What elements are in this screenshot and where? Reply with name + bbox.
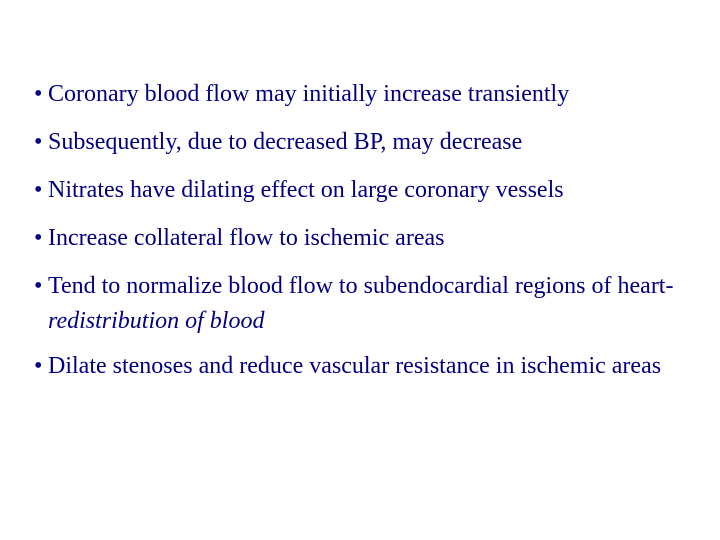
bullet-icon: • — [34, 177, 43, 203]
bullet-emphasis-text: redistribution of blood — [48, 308, 265, 334]
bullet-list — [34, 77, 704, 394]
bullet-item — [34, 77, 704, 112]
bullet-item — [34, 269, 704, 339]
bullet-item — [34, 221, 704, 256]
bullet-icon: • — [34, 225, 43, 251]
bullet-item — [34, 349, 704, 384]
bullet-icon: • — [34, 129, 43, 155]
bullet-icon: • — [34, 353, 43, 379]
bullet-icon: • — [34, 273, 43, 299]
bullet-item — [34, 173, 704, 208]
bullet-text: Increase collateral flow to ischemic areas — [48, 225, 445, 251]
bullet-text: Tend to normalize blood flow to subendocardial regions of heart- — [48, 273, 674, 299]
bullet-text: Nitrates have dilating effect on large coronary vessels — [48, 177, 564, 203]
bullet-icon: • — [34, 81, 43, 107]
bullet-text: Dilate stenoses and reduce vascular resistance in ischemic areas — [48, 353, 662, 379]
bullet-text: Coronary blood flow may initially increase transiently — [48, 81, 570, 107]
bullet-item — [34, 125, 704, 160]
bullet-text: Subsequently, due to decreased BP, may decrease — [48, 129, 523, 155]
